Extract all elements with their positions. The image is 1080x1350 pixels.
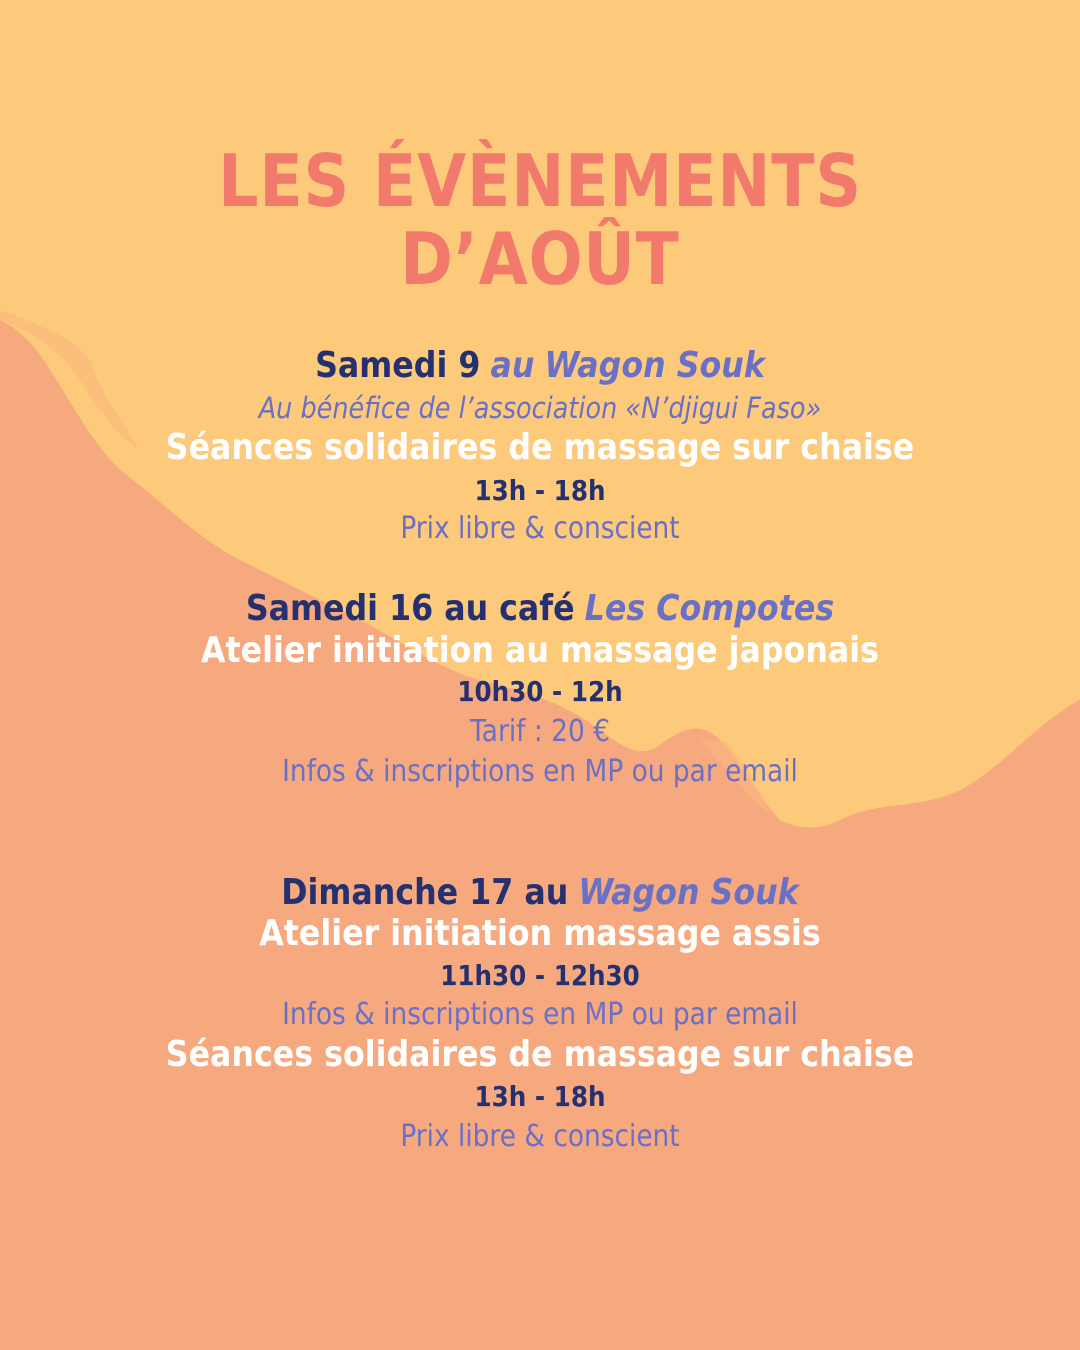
event-3-heading [65, 873, 1015, 913]
event-2-venue: Les Compotes [584, 588, 835, 629]
event-3-price-2: Prix libre & conscient [400, 1119, 680, 1154]
event-1-subtitle: Au bénéfice de l’association «N’djigui Faso» [258, 391, 822, 425]
event-2-activity: Atelier initiation au massage japonais [201, 630, 879, 671]
poster-title-line1: LES ÉVÈNEMENTS [218, 139, 862, 223]
event-3-activity: Atelier initiation massage assis [259, 913, 821, 954]
event-1-heading [65, 346, 1015, 386]
event-1-time: 13h - 18h [474, 474, 606, 507]
event-3-time: 11h30 - 12h30 [440, 959, 640, 992]
event-1-activity: Séances solidaires de massage sur chaise [165, 427, 915, 468]
event-1-price: Prix libre & conscient [400, 511, 680, 546]
event-2-price: Tarif : 20 € [470, 714, 610, 749]
event-2-day: Samedi 16 au café [245, 588, 575, 629]
event-1-venue-prefix: au [490, 345, 535, 386]
event-3-activity-2: Séances solidaires de massage sur chaise [165, 1034, 915, 1075]
event-2-time: 10h30 - 12h [457, 675, 623, 708]
event-1-day: Samedi 9 [315, 345, 481, 386]
event-1-venue: Wagon Souk [544, 345, 765, 386]
event-3-info: Infos & inscriptions en MP ou par email [282, 997, 798, 1032]
poster-title-line2: D’AOÛT [400, 217, 680, 301]
event-3-venue: Wagon Souk [578, 872, 799, 913]
event-3-day: Dimanche 17 au [281, 872, 569, 913]
event-2-info: Infos & inscriptions en MP ou par email [282, 754, 798, 789]
event-3-time-2: 13h - 18h [474, 1080, 606, 1113]
event-2-heading [65, 589, 1015, 629]
